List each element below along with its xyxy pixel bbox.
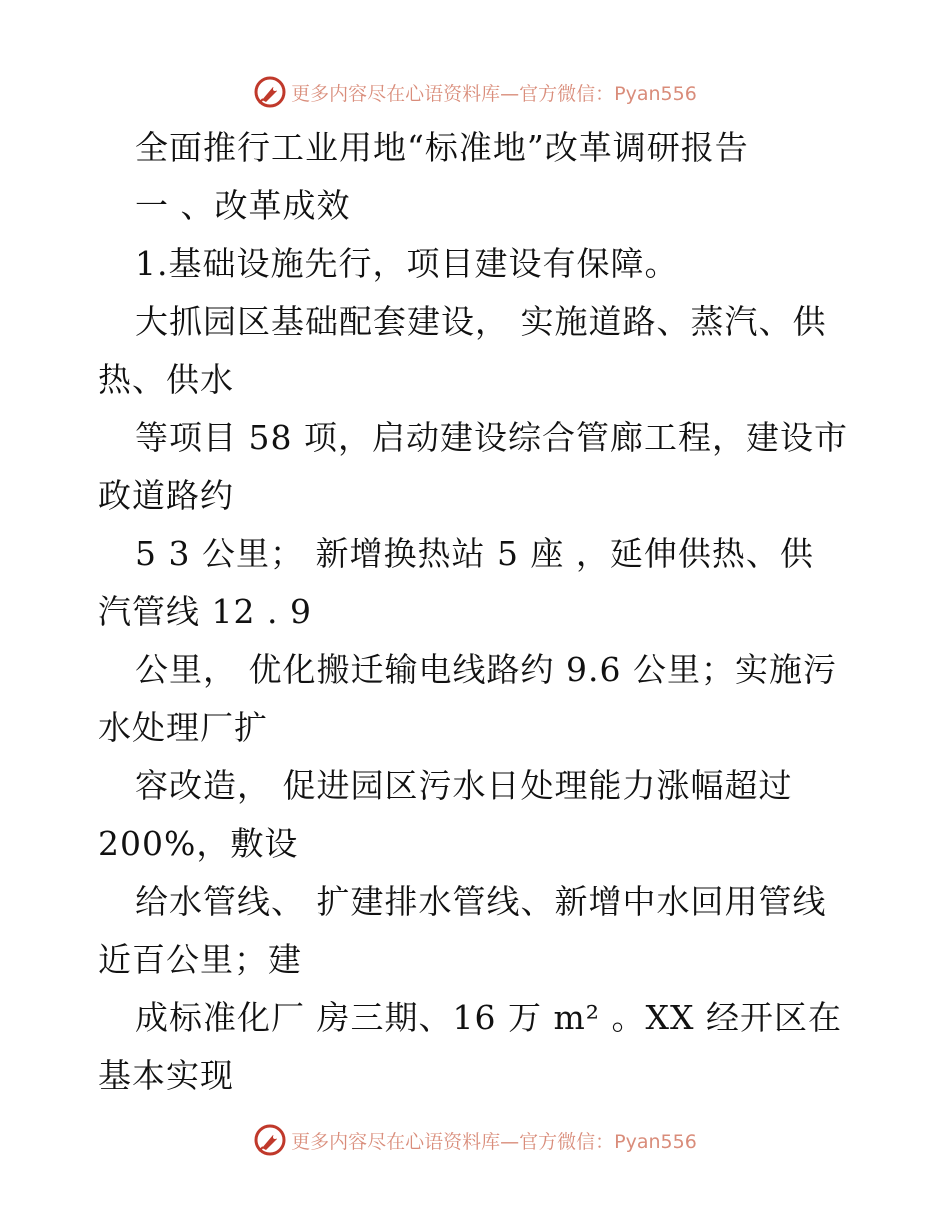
paragraph-line: 给水管线、 扩建排水管线、新增中水回用管线 (135, 882, 827, 921)
subsection-heading: 1.基础设施先行，项目建设有保障。 (135, 244, 679, 283)
pen-nib-logo-icon (253, 75, 287, 109)
pen-nib-logo-icon (253, 1123, 287, 1157)
paragraph-line: 水处理厂扩 (98, 708, 268, 747)
paragraph-line: 基本实现 (98, 1056, 234, 1095)
banner-text: 更多内容尽在心语资料库—官方微信：Pyan556 (291, 1130, 697, 1153)
paragraph-line: 政道路约 (98, 476, 234, 515)
header-banner (0, 72, 950, 112)
banner-text: 更多内容尽在心语资料库—官方微信：Pyan556 (291, 82, 697, 105)
paragraph-line: 等项目 58 项，启动建设综合管廊工程，建设市 (135, 418, 848, 457)
paragraph-line: 近百公里；建 (98, 940, 302, 979)
doc-title: 全面推行工业用地“标准地”改革调研报告 (135, 128, 749, 167)
paragraph-line: 容改造， 促进园区污水日处理能力涨幅超过 (135, 766, 793, 805)
section-heading: 一 、改革成效 (135, 186, 351, 225)
paragraph-line: 大抓园区基础配套建设， 实施道路、蒸汽、供 (135, 302, 827, 341)
paragraph-line: 汽管线 12 . 9 (98, 592, 312, 631)
footer-banner (0, 1120, 950, 1160)
paragraph-line: 5 3 公里； 新增换热站 5 座 ，延伸供热、供 (135, 534, 814, 573)
paragraph-line: 公里， 优化搬迁输电线路约 9.6 公里；实施污 (135, 650, 837, 689)
paragraph-line: 热、供水 (98, 360, 234, 399)
paragraph-line: 成标准化厂 房三期、16 万 m² 。XX 经开区在 (135, 998, 842, 1037)
paragraph-line: 200%，敷设 (98, 824, 299, 863)
